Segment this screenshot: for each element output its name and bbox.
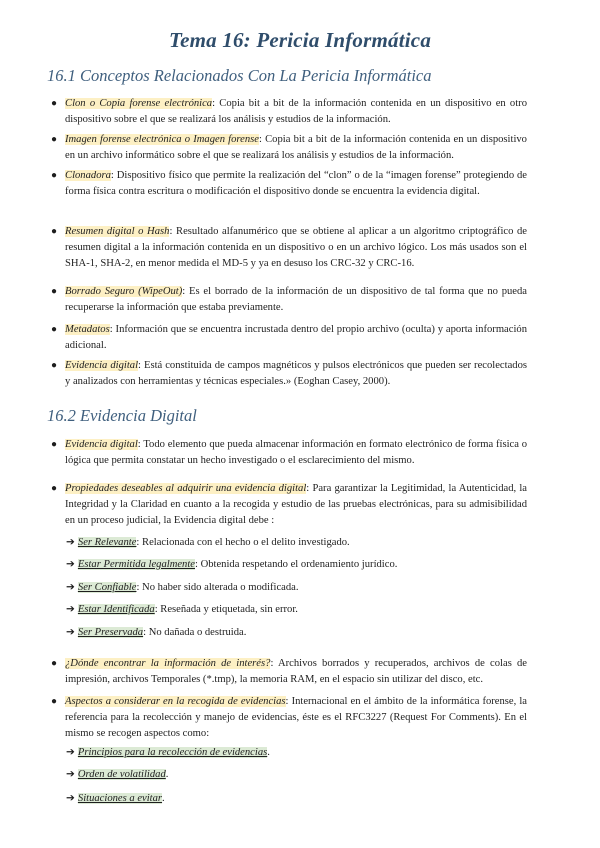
bullet-icon: ● [51, 286, 58, 297]
list-item: ● Evidencia digital: Todo elemento que pueda almacenar información en formato electrónico de forma física o lógica que permita constatar un hecho investigado o el esclarecimiento del mismo. [51, 439, 528, 466]
sub-list-item: ➔ Situaciones a evitar. [66, 793, 165, 804]
bullet-icon: ● [51, 170, 58, 181]
term: Resumen digital o Hash [65, 226, 170, 237]
arrow-icon: ➔ [66, 582, 75, 593]
term: Metadatos [65, 324, 110, 335]
sub-list-item: ➔ Estar Identificada: Reseñada y etiquetada, sin error. [66, 604, 298, 615]
term: ¿Dónde encontrar la información de interés? [65, 658, 271, 669]
aspect-term: Principios para la recolección de evidencias [77, 747, 268, 758]
definition: Dispositivo físico que permite la realización del “clon” o de la “imagen forense” protegiendo de forma física contra escritura o modificación el dispositivo donde se encuentra la evidencia digital. [65, 170, 527, 197]
bullet-icon: ● [51, 439, 58, 450]
bullet-icon: ● [51, 98, 58, 109]
bullet-icon: ● [51, 226, 58, 237]
sub-list-item: ➔ Ser Preservada: No dañada o destruida. [66, 627, 247, 638]
sub-list-item: ➔ Orden de volatilidad. [66, 769, 169, 780]
list-item: ● Aspectos a considerar en la recogida de evidencias: Internacional en el ámbito de la informática forense, la referencia para la recolección y manejo de evidencias, éste es el RFC3227 (Request For Comments). En el mismo se recogen aspectos como: [51, 696, 527, 739]
list-item: ● ¿Dónde encontrar la información de interés?: Archivos borrados y recuperados, archivos de colas de impresión, archivos Temporales (*.tmp), la memoria RAM, en el espacio sin utilizar del disco, etc. [51, 658, 528, 685]
definition: Está constituida de campos magnéticos y pulsos electrónicos que pueden ser recolectados y analizados con herramientas y técnicas especiales.» (Eoghan Casey, 2000). [65, 360, 528, 387]
property-term: Ser Confiable [77, 582, 137, 593]
property-term: Estar Permitida legalmente [77, 559, 195, 570]
list-item: ● Clon o Copia forense electrónica: Copia bit a bit de la información contenida en un dispositivo en otro dispositivo sobre el que se realizará los análisis y estudios de la información. [51, 98, 527, 125]
term: Aspectos a considerar en la recogida de evidencias [65, 696, 286, 707]
bullet-icon: ● [51, 658, 58, 669]
sub-list-item: ➔ Principios para la recolección de evidencias. [66, 747, 270, 758]
term: Clonadora [65, 170, 111, 181]
section-heading-16-2: 16.2 Evidencia Digital [47, 406, 197, 425]
list-item: ● Resumen digital o Hash: Resultado alfanumérico que se obtiene al aplicar a un algoritmo criptográfico de resumen digital a la información contenida en un dispositivo o en un archivo lógico. Los más usados son el SHA-1, SHA-2, en menor medida el MD-5 y ya en desuso los CRC-32 y CRC-16. [51, 226, 528, 269]
arrow-icon: ➔ [66, 747, 75, 758]
sub-list-item: ➔ Ser Relevante: Relacionada con el hecho o el delito investigado. [66, 537, 350, 548]
list-item: ● Clonadora: Dispositivo físico que permite la realización del “clon” o de la “imagen forense” protegiendo de forma física contra escritura o modificación el dispositivo donde se encuentra la evidencia digital. [51, 170, 527, 197]
bullet-icon: ● [51, 360, 58, 371]
definition: Copia bit a bit de la información contenida en un dispositivo en otro dispositivo sobre el que se realizará los análisis y estudios de la información. [65, 98, 527, 125]
bullet-icon: ● [51, 483, 58, 494]
definition: Todo elemento que pueda almacenar información en formato electrónico de forma física o lógica que permita constatar un hecho investigado o el esclarecimiento del mismo. [65, 439, 528, 466]
definition: Para garantizar la Legitimidad, la Autenticidad, la Integridad y la Claridad en cuanto a la recogida y estudio de las pruebas electrónicas, para su admisibilidad en un proceso judicial, la Evidencia digital debe : [65, 483, 528, 526]
property-term: Estar Identificada [77, 604, 155, 615]
list-item: ● Propiedades deseables al adquirir una evidencia digital: Para garantizar la Legitimidad, la Autenticidad, la Integridad y la Claridad en cuanto a la recogida y estudio de las pruebas electrónicas, para su admisibilidad en un proceso judicial, la Evidencia digital debe : [51, 483, 528, 526]
term: Propiedades deseables al adquirir una evidencia digital [65, 483, 307, 494]
term: Clon o Copia forense electrónica [65, 98, 213, 109]
term: Evidencia digital [65, 439, 138, 450]
term: Borrado Seguro (WipeOut) [65, 286, 183, 297]
definition: Copia bit a bit de la información contenida en un dispositivo en un archivo informático sobre el que se realizará los análisis y estudios de la información. [65, 134, 527, 161]
bullet-icon: ● [51, 324, 58, 335]
arrow-icon: ➔ [66, 769, 75, 780]
bullet-icon: ● [51, 696, 58, 707]
aspect-term: Orden de volatilidad [77, 769, 166, 780]
definition: Información que se encuentra incrustada dentro del propio archivo (oculta) y aporta información adicional. [65, 324, 528, 351]
list-item: ● Evidencia digital: Está constituida de campos magnéticos y pulsos electrónicos que pueden ser recolectados y analizados con herramientas y técnicas especiales.» (Eoghan Casey, 2000). [51, 360, 528, 387]
bullet-icon: ● [51, 134, 58, 145]
arrow-icon: ➔ [66, 559, 75, 570]
term: Evidencia digital [65, 360, 139, 371]
arrow-icon: ➔ [66, 537, 75, 548]
sub-list-item: ➔ Estar Permitida legalmente: Obtenida respetando el ordenamiento jurídico. [66, 559, 398, 570]
arrow-icon: ➔ [66, 793, 75, 804]
list-item: ● Metadatos: Información que se encuentra incrustada dentro del propio archivo (oculta) y aporta información adicional. [51, 324, 528, 351]
definition: Internacional en el ámbito de la informática forense, la referencia para la recolección y manejo de evidencias, éste es el RFC3227 (Request For Comments). En el mismo se recogen aspectos como: [65, 696, 527, 739]
sub-list-item: ➔ Ser Confiable: No haber sido alterada o modificada. [66, 582, 299, 593]
property-term: Ser Relevante [77, 537, 137, 548]
definition: Resultado alfanumérico que se obtiene al aplicar a un algoritmo criptográfico de resumen digital a la información contenida en un dispositivo o en un archivo lógico. Los más usados son el SHA-1, SHA-2, en menor medida el MD-5 y ya en desuso los CRC-32 y CRC-16. [65, 226, 528, 269]
arrow-icon: ➔ [66, 627, 75, 638]
arrow-icon: ➔ [66, 604, 75, 615]
definition: Archivos borrados y recuperados, archivos de colas de impresión, archivos Temporales (*.tmp), la memoria RAM, en el espacio sin utilizar del disco, etc. [65, 658, 528, 685]
list-item: ● Borrado Seguro (WipeOut): Es el borrado de la información de un dispositivo de tal forma que no pueda recuperarse la información que estaba previamente. [51, 286, 528, 313]
list-item: ● Imagen forense electrónica o Imagen forense: Copia bit a bit de la información contenida en un dispositivo en un archivo informático sobre el que se realizará los análisis y estudios de la información. [51, 134, 527, 161]
page-title: Tema 16: Pericia Informática [168, 28, 432, 52]
term: Imagen forense electrónica o Imagen forense [65, 134, 259, 145]
definition: Es el borrado de la información de un dispositivo de tal forma que no pueda recuperarse la información que estaba previamente. [65, 286, 528, 313]
section-heading-16-1: 16.1 Conceptos Relacionados Con La Pericia Informática [47, 66, 432, 85]
property-term: Ser Preservada [77, 627, 144, 638]
aspect-term: Situaciones a evitar [77, 793, 163, 804]
